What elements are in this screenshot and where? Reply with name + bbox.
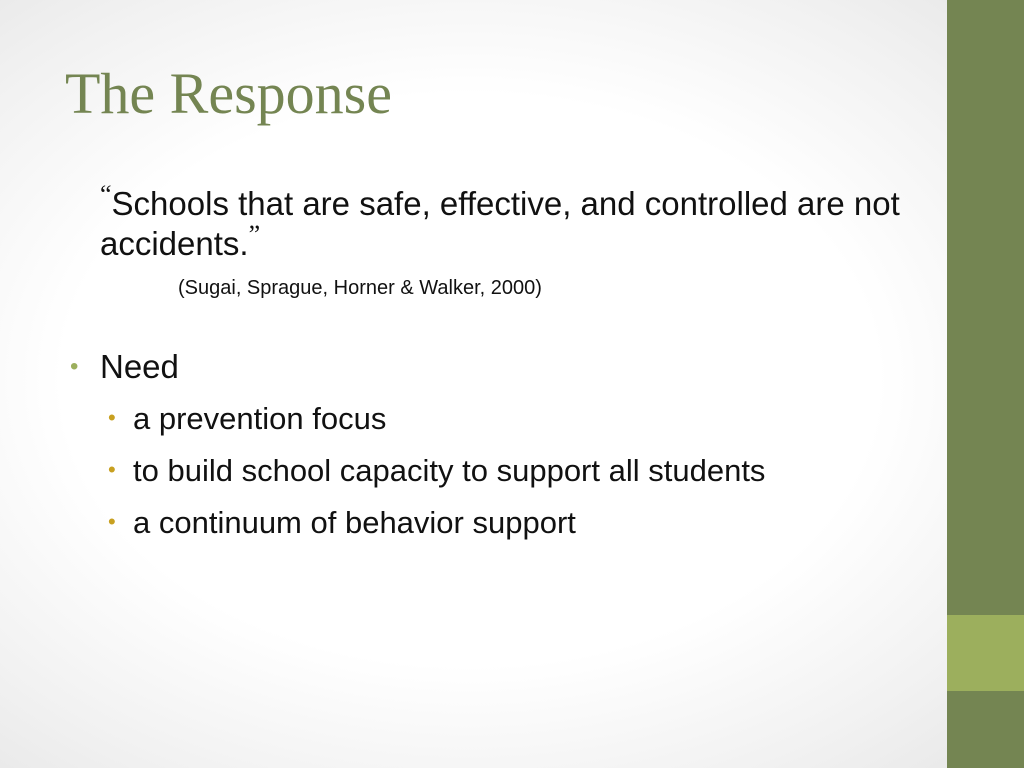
sub-bullet-dot-icon: • xyxy=(108,405,116,430)
bullet-dot-icon: • xyxy=(70,353,79,380)
quote xyxy=(100,180,900,264)
close-quote-mark: ” xyxy=(248,220,261,249)
sub-bullet-continuum xyxy=(108,502,576,543)
sub-bullet-prevention xyxy=(108,398,386,439)
sub-bullet-dot-icon: • xyxy=(108,457,116,482)
quote-citation: (Sugai, Sprague, Horner & Walker, 2000) xyxy=(178,277,542,299)
sub-bullet-dot-icon: • xyxy=(108,509,116,534)
bullet-label: Need xyxy=(100,348,179,385)
sub-bullet-label: to build school capacity to support all students xyxy=(133,453,766,488)
quote-text: Schools that are safe, effective, and controlled are not accidents. xyxy=(100,185,900,262)
side-bar-accent xyxy=(947,615,1024,691)
open-quote-mark: “ xyxy=(100,180,112,209)
slide-title: The Response xyxy=(65,61,392,126)
sub-bullet-label: a continuum of behavior support xyxy=(133,505,576,540)
bullet-need xyxy=(70,346,179,388)
sub-bullet-capacity xyxy=(108,450,765,491)
sub-bullet-label: a prevention focus xyxy=(133,401,387,436)
